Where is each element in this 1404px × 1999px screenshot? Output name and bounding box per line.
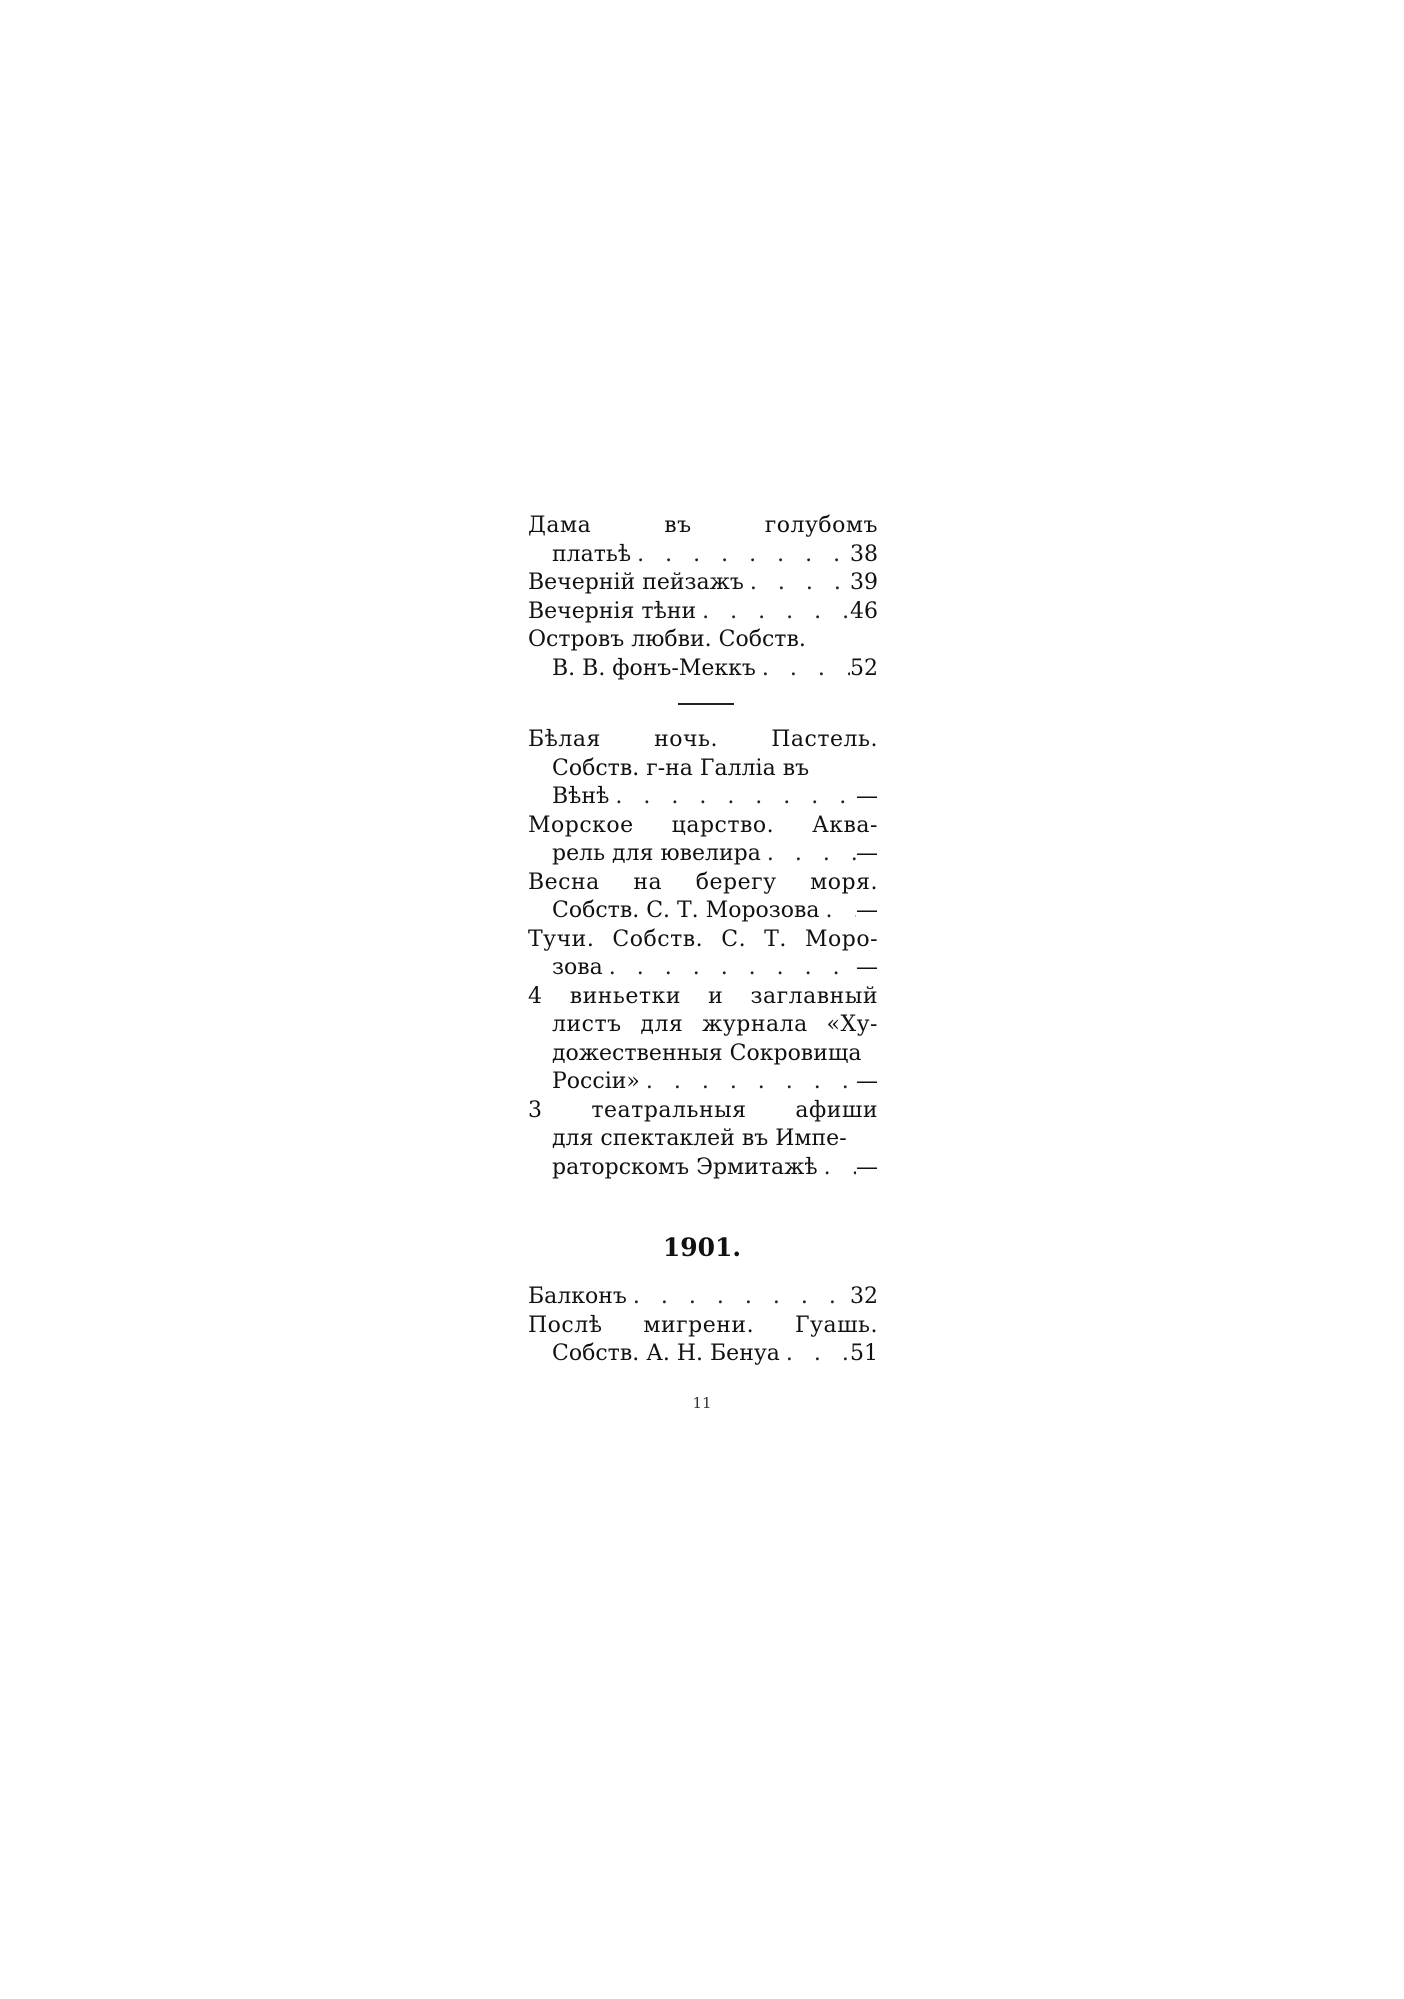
entry-title-cont: рель для ювелира xyxy=(552,841,761,866)
entry-title-cont: зова xyxy=(552,955,603,980)
page-number: 38 xyxy=(850,541,878,567)
dot-leader xyxy=(609,783,856,812)
entry-title-cont: дожественныя Сокровища xyxy=(552,1040,862,1066)
page-number: — xyxy=(856,784,878,809)
index-entry xyxy=(528,926,878,983)
dot-leader xyxy=(696,598,850,627)
index-entry xyxy=(528,598,878,627)
index-entry xyxy=(528,812,878,869)
page-number: — xyxy=(856,1154,878,1180)
entry-title: Морское царство. Аква- xyxy=(528,812,878,838)
index-entry xyxy=(528,626,878,683)
index-entry xyxy=(528,512,878,569)
entry-title: Вечернія тѣни xyxy=(528,598,697,624)
entry-title: 4 виньетки и заглавный xyxy=(528,983,878,1009)
dot-leader xyxy=(744,569,850,598)
index-section-undated xyxy=(528,726,878,1182)
page-number: 52 xyxy=(850,655,878,681)
page-number: — xyxy=(856,955,878,980)
index-entry xyxy=(528,869,878,926)
entry-title: Балконъ xyxy=(528,1284,627,1309)
entry-title: Дама въ голубомъ xyxy=(528,513,878,538)
entry-title: Бѣлая ночь. Пастель. xyxy=(528,727,878,752)
dot-leader xyxy=(820,897,856,926)
entry-title: Вечерній пейзажъ xyxy=(528,570,744,595)
entry-title-cont: листъ для журнала «Ху- xyxy=(552,1012,878,1037)
index-entry xyxy=(528,726,878,812)
page-number: 46 xyxy=(850,598,878,624)
dot-leader xyxy=(631,541,850,570)
page-folio: 11 xyxy=(692,1394,712,1412)
index-entry xyxy=(528,1097,878,1183)
entry-title-cont: платьѣ xyxy=(552,541,632,567)
dot-leader xyxy=(818,1154,856,1183)
entry-title: Весна на берегу моря. xyxy=(528,869,878,895)
entry-title-cont: Собств. А. Н. Бенуа xyxy=(552,1341,780,1366)
entry-title-cont: раторскомъ Эрмитажѣ xyxy=(552,1154,818,1180)
dot-leader xyxy=(780,1340,850,1369)
index-section-1901 xyxy=(528,1283,878,1369)
dot-leader xyxy=(756,655,850,684)
year-heading: 1901. xyxy=(662,1233,742,1262)
dot-leader xyxy=(761,840,856,869)
index-entry xyxy=(528,1312,878,1369)
entry-title: Островъ любви. Собств. xyxy=(528,627,806,652)
entry-title-cont: Собств. г-на Галліа въ xyxy=(552,755,810,781)
entry-title: Послѣ мигрени. Гуашь. xyxy=(528,1312,878,1338)
page-number: — xyxy=(856,898,878,923)
index-entry xyxy=(528,569,878,598)
page-number: — xyxy=(856,1069,878,1094)
entry-title-cont: Россіи» xyxy=(552,1069,640,1094)
dot-leader xyxy=(627,1283,850,1312)
entry-title: Тучи. Собств. С. Т. Моро- xyxy=(528,926,878,952)
entry-title-cont: Собств. С. Т. Морозова xyxy=(552,898,820,923)
index-section-early xyxy=(528,512,878,683)
page-number: — xyxy=(856,841,878,866)
dot-leader xyxy=(603,954,856,983)
page-number: 32 xyxy=(850,1284,878,1309)
entry-title-cont: Вѣнѣ xyxy=(552,784,610,809)
dot-leader xyxy=(640,1068,856,1097)
index-entry xyxy=(528,1283,878,1312)
entry-title: 3 театральныя афиши xyxy=(528,1097,878,1123)
section-divider xyxy=(678,703,734,705)
page-number: 51 xyxy=(850,1341,878,1366)
entry-title-cont: В. В. фонъ-Меккъ xyxy=(552,655,756,681)
index-entry xyxy=(528,983,878,1097)
page-number: 39 xyxy=(850,570,878,595)
entry-title-cont: для спектаклей въ Импе- xyxy=(552,1126,847,1151)
